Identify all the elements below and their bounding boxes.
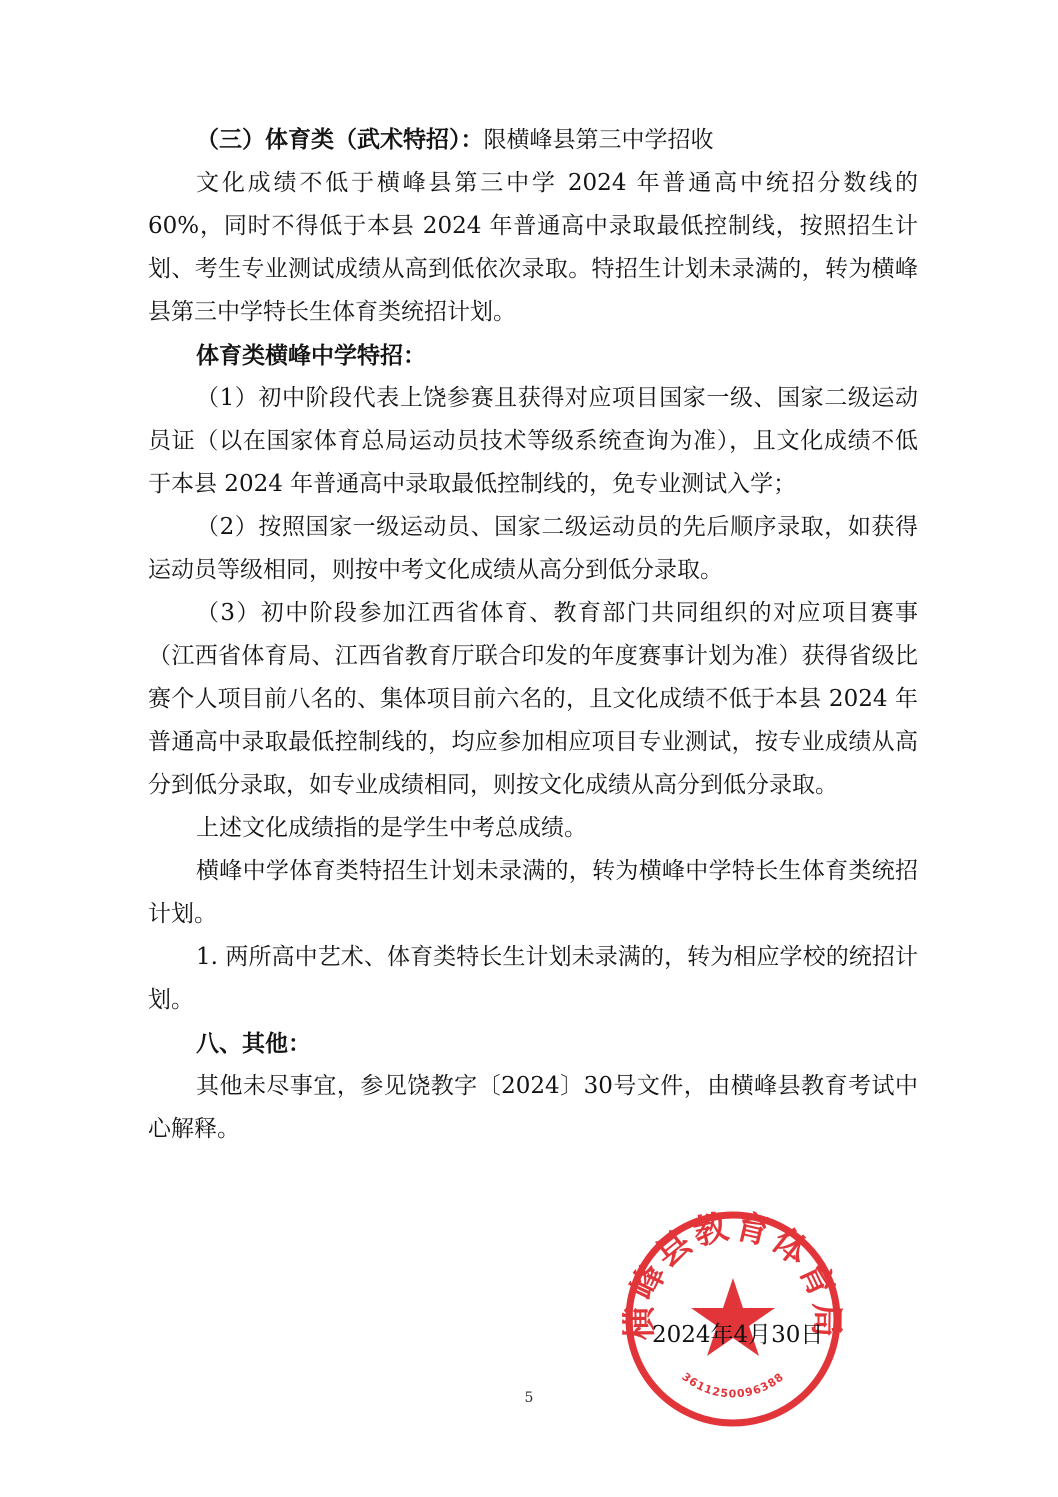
section3-paragraph: 文化成绩不低于横峰县第三中学 2024 年普通高中统招分数线的60%，同时不得低于本县 2024 年普通高中录取最低控制线，按照招生计划、考生专业测试成绩从高到低依次录取。特招生计划未录满的，转为横峰县第三中学特长生体育类统招计划。 [148,170,918,325]
hengfeng-heading: 体育类横峰中学特招： [196,342,426,369]
section3-heading-bold: （三）体育类（武术特招）： [196,126,484,153]
document-date: 2024年4月30日 [652,1322,824,1348]
body-text [148,118,918,1151]
seal-text: 横峰县教育体育局 [622,1208,844,1341]
section3-heading-rest: 限横峰县第三中学招收 [483,127,714,153]
section3-heading [148,118,918,162]
hengfeng-note-1: 上述文化成绩指的是学生中考总成绩。 [196,815,587,841]
hengfeng-note-2: 横峰中学体育类特招生计划未录满的，转为横峰中学特长生体育类统招计划。 [148,858,918,927]
seal-code: 3611250096388 [679,1370,787,1401]
section8-paragraph: 其他未尽事宜，参见饶教字〔2024〕30号文件，由横峰县教育考试中心解释。 [148,1073,918,1142]
section8-heading: 八、其他： [196,1030,311,1057]
hengfeng-item-1: （1）初中阶段代表上饶参赛且获得对应项目国家一级、国家二级运动员证（以在国家体育总局运动员技术等级系统查询为准），且文化成绩不低于本县 2024 年普通高中录取最低控制线的，免专业测试入学； [148,385,918,497]
hengfeng-note-3: 1. 两所高中艺术、体育类特长生计划未录满的，转为相应学校的统招计划。 [148,944,918,1013]
page-number: 5 [524,1390,534,1406]
hengfeng-item-3: （3）初中阶段参加江西省体育、教育部门共同组织的对应项目赛事（江西省体育局、江西省教育厅联合印发的年度赛事计划为准）获得省级比赛个人项目前八名的、集体项目前六名的，且文化成绩不低于本县 2024 年普通高中录取最低控制线的，均应参加相应项目专业测试，按专业成绩从高分到低分录取，如专业成绩相同，则按文化成绩从高分到低分录取。 [148,600,918,798]
hengfeng-item-2: （2）按照国家一级运动员、国家二级运动员的先后顺序录取，如获得运动员等级相同，则按中考文化成绩从高分到低分录取。 [148,514,918,583]
